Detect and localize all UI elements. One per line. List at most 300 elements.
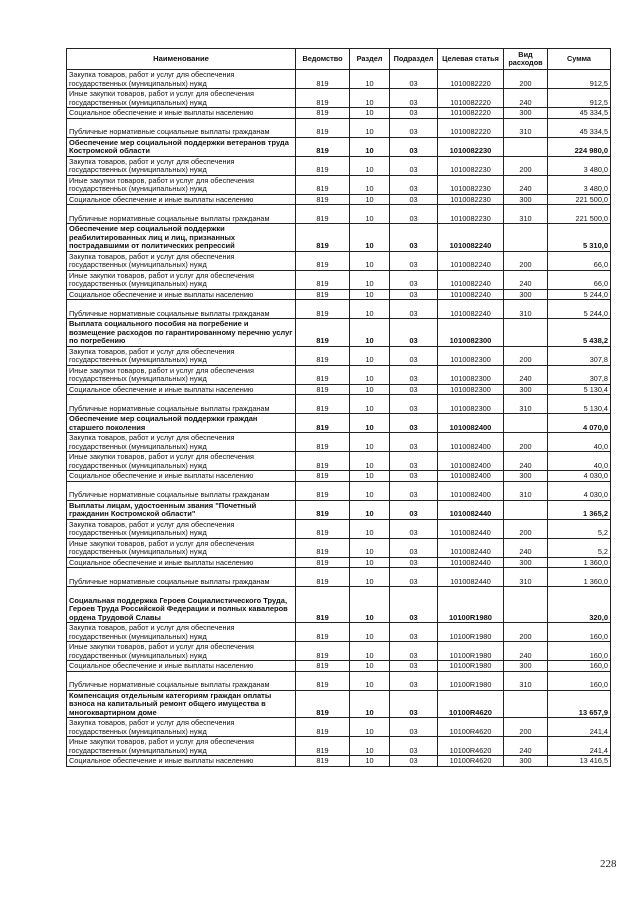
cell-podrazdel: 03: [390, 587, 438, 623]
cell-vedomstvo: 819: [296, 346, 350, 365]
cell-name: Публичные нормативные социальные выплаты гражданам: [67, 205, 296, 224]
page-number: 228: [600, 858, 617, 870]
cell-vedomstvo: 819: [296, 205, 350, 224]
cell-celevaya-statya: 10100R4620: [438, 737, 504, 756]
cell-name: Публичные нормативные социальные выплаты гражданам: [67, 671, 296, 690]
cell-vid-rashodov: 240: [504, 89, 548, 108]
cell-razdel: 10: [350, 365, 390, 384]
table-row: [67, 251, 611, 270]
cell-name: Иные закупки товаров, работ и услуг для обеспечения государственных (муниципальных) нужд: [67, 175, 296, 194]
cell-celevaya-statya: 10100R1980: [438, 587, 504, 623]
cell-razdel: 10: [350, 346, 390, 365]
cell-summa: 160,0: [548, 661, 611, 672]
cell-summa: 912,5: [548, 89, 611, 108]
cell-podrazdel: 03: [390, 500, 438, 519]
table-row: [67, 690, 611, 717]
cell-podrazdel: 03: [390, 481, 438, 500]
cell-razdel: 10: [350, 156, 390, 175]
cell-celevaya-statya: 1010082220: [438, 89, 504, 108]
cell-podrazdel: 03: [390, 568, 438, 587]
table-row: [67, 500, 611, 519]
cell-razdel: 10: [350, 471, 390, 482]
cell-celevaya-statya: 10100R4620: [438, 718, 504, 737]
cell-name: Закупка товаров, работ и услуг для обеспечения государственных (муниципальных) нужд: [67, 519, 296, 538]
cell-podrazdel: 03: [390, 346, 438, 365]
table-row: [67, 538, 611, 557]
cell-vedomstvo: 819: [296, 156, 350, 175]
cell-vid-rashodov: 240: [504, 452, 548, 471]
cell-razdel: 10: [350, 433, 390, 452]
cell-summa: 3 480,0: [548, 156, 611, 175]
cell-vedomstvo: 819: [296, 661, 350, 672]
cell-name: Обеспечение мер социальной поддержки ветеранов труда Костромской области: [67, 137, 296, 156]
cell-celevaya-statya: 10100R1980: [438, 661, 504, 672]
cell-summa: 241,4: [548, 737, 611, 756]
cell-vid-rashodov: 300: [504, 384, 548, 395]
cell-celevaya-statya: 1010082230: [438, 156, 504, 175]
table-row: [67, 118, 611, 137]
cell-vid-rashodov: 200: [504, 718, 548, 737]
cell-podrazdel: 03: [390, 737, 438, 756]
cell-vid-rashodov: 240: [504, 538, 548, 557]
cell-vedomstvo: 819: [296, 568, 350, 587]
cell-name: Иные закупки товаров, работ и услуг для обеспечения государственных (муниципальных) нужд: [67, 365, 296, 384]
cell-celevaya-statya: 1010082440: [438, 500, 504, 519]
cell-vedomstvo: 819: [296, 300, 350, 319]
cell-celevaya-statya: 1010082230: [438, 205, 504, 224]
cell-name: Закупка товаров, работ и услуг для обеспечения государственных (муниципальных) нужд: [67, 251, 296, 270]
cell-name: Иные закупки товаров, работ и услуг для обеспечения государственных (муниципальных) нужд: [67, 270, 296, 289]
cell-razdel: 10: [350, 519, 390, 538]
table-row: [67, 557, 611, 568]
cell-vedomstvo: 819: [296, 118, 350, 137]
cell-podrazdel: 03: [390, 289, 438, 300]
table-row: [67, 452, 611, 471]
cell-razdel: 10: [350, 452, 390, 471]
cell-summa: 5 130,4: [548, 384, 611, 395]
header-vid-rashodov: Вид расходов: [504, 49, 548, 70]
table-row: [67, 346, 611, 365]
cell-podrazdel: 03: [390, 384, 438, 395]
cell-podrazdel: 03: [390, 137, 438, 156]
cell-summa: 160,0: [548, 623, 611, 642]
cell-name: Закупка товаров, работ и услуг для обеспечения государственных (муниципальных) нужд: [67, 346, 296, 365]
cell-vedomstvo: 819: [296, 108, 350, 119]
cell-vid-rashodov: 200: [504, 70, 548, 89]
cell-celevaya-statya: 1010082230: [438, 137, 504, 156]
cell-name: Закупка товаров, работ и услуг для обеспечения государственных (муниципальных) нужд: [67, 718, 296, 737]
cell-name: Обеспечение мер социальной поддержки граждан старшего поколения: [67, 414, 296, 433]
table-row: [67, 568, 611, 587]
cell-name: Социальное обеспечение и иные выплаты населению: [67, 108, 296, 119]
cell-celevaya-statya: 1010082440: [438, 568, 504, 587]
cell-podrazdel: 03: [390, 433, 438, 452]
cell-razdel: 10: [350, 557, 390, 568]
cell-celevaya-statya: 10100R1980: [438, 642, 504, 661]
cell-podrazdel: 03: [390, 156, 438, 175]
cell-name: Социальное обеспечение и иные выплаты населению: [67, 661, 296, 672]
cell-summa: 1 360,0: [548, 557, 611, 568]
cell-vid-rashodov: 310: [504, 568, 548, 587]
table-row: [67, 108, 611, 119]
cell-vid-rashodov: 310: [504, 118, 548, 137]
cell-podrazdel: 03: [390, 224, 438, 251]
table-row: [67, 756, 611, 767]
cell-vid-rashodov: 310: [504, 300, 548, 319]
cell-summa: 13 657,9: [548, 690, 611, 717]
cell-celevaya-statya: 1010082400: [438, 481, 504, 500]
cell-podrazdel: 03: [390, 519, 438, 538]
table-row: [67, 319, 611, 346]
cell-name: Закупка товаров, работ и услуг для обеспечения государственных (муниципальных) нужд: [67, 623, 296, 642]
cell-summa: 160,0: [548, 642, 611, 661]
cell-podrazdel: 03: [390, 718, 438, 737]
header-podrazdel: Подраздел: [390, 49, 438, 70]
cell-summa: 66,0: [548, 270, 611, 289]
cell-summa: 912,5: [548, 70, 611, 89]
cell-vedomstvo: 819: [296, 452, 350, 471]
cell-razdel: 10: [350, 500, 390, 519]
cell-celevaya-statya: 1010082300: [438, 365, 504, 384]
cell-vid-rashodov: 300: [504, 557, 548, 568]
cell-vedomstvo: 819: [296, 500, 350, 519]
cell-razdel: 10: [350, 661, 390, 672]
cell-razdel: 10: [350, 70, 390, 89]
table-row: [67, 194, 611, 205]
cell-razdel: 10: [350, 642, 390, 661]
cell-razdel: 10: [350, 395, 390, 414]
cell-celevaya-statya: 1010082220: [438, 70, 504, 89]
budget-table-sheet: [66, 48, 610, 767]
cell-celevaya-statya: 1010082230: [438, 194, 504, 205]
cell-name: Публичные нормативные социальные выплаты гражданам: [67, 481, 296, 500]
cell-name: Публичные нормативные социальные выплаты гражданам: [67, 118, 296, 137]
cell-podrazdel: 03: [390, 642, 438, 661]
cell-podrazdel: 03: [390, 661, 438, 672]
cell-summa: 4 030,0: [548, 471, 611, 482]
cell-podrazdel: 03: [390, 452, 438, 471]
cell-podrazdel: 03: [390, 205, 438, 224]
cell-name: Социальное обеспечение и иные выплаты населению: [67, 194, 296, 205]
cell-podrazdel: 03: [390, 108, 438, 119]
cell-vedomstvo: 819: [296, 175, 350, 194]
table-row: [67, 137, 611, 156]
cell-razdel: 10: [350, 414, 390, 433]
cell-vedomstvo: 819: [296, 137, 350, 156]
cell-celevaya-statya: 1010082440: [438, 519, 504, 538]
cell-name: Социальное обеспечение и иные выплаты населению: [67, 557, 296, 568]
cell-vedomstvo: 819: [296, 384, 350, 395]
cell-razdel: 10: [350, 300, 390, 319]
cell-summa: 5 310,0: [548, 224, 611, 251]
cell-vid-rashodov: 240: [504, 175, 548, 194]
cell-celevaya-statya: 1010082400: [438, 471, 504, 482]
cell-vedomstvo: 819: [296, 623, 350, 642]
cell-summa: 5 438,2: [548, 319, 611, 346]
cell-vid-rashodov: [504, 690, 548, 717]
cell-vid-rashodov: 300: [504, 194, 548, 205]
cell-celevaya-statya: 10100R4620: [438, 756, 504, 767]
cell-vid-rashodov: [504, 414, 548, 433]
cell-name: Выплаты лицам, удостоенным звания "Почетный гражданин Костромской области": [67, 500, 296, 519]
table-row: [67, 661, 611, 672]
cell-podrazdel: 03: [390, 300, 438, 319]
cell-vedomstvo: 819: [296, 319, 350, 346]
cell-celevaya-statya: 1010082440: [438, 557, 504, 568]
cell-podrazdel: 03: [390, 623, 438, 642]
cell-summa: 45 334,5: [548, 108, 611, 119]
cell-vid-rashodov: 310: [504, 205, 548, 224]
cell-vid-rashodov: 310: [504, 671, 548, 690]
cell-celevaya-statya: 1010082440: [438, 538, 504, 557]
table-row: [67, 156, 611, 175]
cell-name: Публичные нормативные социальные выплаты гражданам: [67, 395, 296, 414]
table-row: [67, 270, 611, 289]
cell-vid-rashodov: [504, 319, 548, 346]
cell-vedomstvo: 819: [296, 270, 350, 289]
cell-vid-rashodov: 310: [504, 481, 548, 500]
table-row: [67, 175, 611, 194]
cell-name: Обеспечение мер социальной поддержки реабилитированных лиц и лиц, признанных пострадавшими от политических репрессий: [67, 224, 296, 251]
cell-podrazdel: 03: [390, 270, 438, 289]
cell-podrazdel: 03: [390, 756, 438, 767]
table-row: [67, 737, 611, 756]
cell-razdel: 10: [350, 671, 390, 690]
table-row: [67, 642, 611, 661]
cell-celevaya-statya: 1010082240: [438, 270, 504, 289]
cell-celevaya-statya: 1010082300: [438, 346, 504, 365]
cell-vedomstvo: 819: [296, 557, 350, 568]
cell-vid-rashodov: 200: [504, 156, 548, 175]
cell-podrazdel: 03: [390, 557, 438, 568]
cell-podrazdel: 03: [390, 471, 438, 482]
cell-razdel: 10: [350, 224, 390, 251]
cell-name: Социальное обеспечение и иные выплаты населению: [67, 289, 296, 300]
cell-summa: 241,4: [548, 718, 611, 737]
cell-podrazdel: 03: [390, 194, 438, 205]
cell-name: Иные закупки товаров, работ и услуг для обеспечения государственных (муниципальных) нужд: [67, 538, 296, 557]
cell-razdel: 10: [350, 289, 390, 300]
cell-celevaya-statya: 1010082300: [438, 319, 504, 346]
cell-vedomstvo: 819: [296, 642, 350, 661]
cell-podrazdel: 03: [390, 690, 438, 717]
cell-vedomstvo: 819: [296, 690, 350, 717]
cell-vid-rashodov: 240: [504, 642, 548, 661]
cell-summa: 4 070,0: [548, 414, 611, 433]
table-row: [67, 395, 611, 414]
cell-celevaya-statya: 1010082240: [438, 224, 504, 251]
cell-vedomstvo: 819: [296, 395, 350, 414]
cell-name: Закупка товаров, работ и услуг для обеспечения государственных (муниципальных) нужд: [67, 70, 296, 89]
cell-razdel: 10: [350, 690, 390, 717]
cell-razdel: 10: [350, 737, 390, 756]
table-row: [67, 433, 611, 452]
cell-vid-rashodov: 200: [504, 433, 548, 452]
header-razdel: Раздел: [350, 49, 390, 70]
cell-podrazdel: 03: [390, 365, 438, 384]
cell-vedomstvo: 819: [296, 433, 350, 452]
cell-summa: 5,2: [548, 538, 611, 557]
cell-summa: 13 416,5: [548, 756, 611, 767]
cell-summa: 221 500,0: [548, 194, 611, 205]
cell-name: Социальное обеспечение и иные выплаты населению: [67, 384, 296, 395]
cell-podrazdel: 03: [390, 70, 438, 89]
cell-vedomstvo: 819: [296, 251, 350, 270]
cell-podrazdel: 03: [390, 118, 438, 137]
cell-name: Иные закупки товаров, работ и услуг для обеспечения государственных (муниципальных) нужд: [67, 452, 296, 471]
cell-summa: 1 360,0: [548, 568, 611, 587]
cell-vedomstvo: 819: [296, 519, 350, 538]
table-row: [67, 623, 611, 642]
table-row: [67, 587, 611, 623]
cell-summa: 5 244,0: [548, 289, 611, 300]
table-row: [67, 205, 611, 224]
cell-celevaya-statya: 1010082400: [438, 414, 504, 433]
cell-summa: 4 030,0: [548, 481, 611, 500]
cell-name: Публичные нормативные социальные выплаты гражданам: [67, 300, 296, 319]
cell-vid-rashodov: 200: [504, 346, 548, 365]
cell-vedomstvo: 819: [296, 671, 350, 690]
table-body: [67, 70, 611, 767]
cell-vid-rashodov: 300: [504, 756, 548, 767]
cell-name: Социальная поддержка Героев Социалистического Труда, Героев Труда Российской Федерации и полных кавалеров ордена Трудовой Славы: [67, 587, 296, 623]
table-row: [67, 300, 611, 319]
cell-celevaya-statya: 1010082400: [438, 433, 504, 452]
cell-vedomstvo: 819: [296, 224, 350, 251]
table-row: [67, 519, 611, 538]
cell-name: Закупка товаров, работ и услуг для обеспечения государственных (муниципальных) нужд: [67, 433, 296, 452]
cell-vid-rashodov: [504, 224, 548, 251]
cell-vid-rashodov: 300: [504, 289, 548, 300]
cell-vedomstvo: 819: [296, 365, 350, 384]
header-vedomstvo: Ведомство: [296, 49, 350, 70]
cell-vid-rashodov: 240: [504, 365, 548, 384]
cell-vid-rashodov: 300: [504, 471, 548, 482]
cell-razdel: 10: [350, 319, 390, 346]
table-row: [67, 671, 611, 690]
cell-name: Публичные нормативные социальные выплаты гражданам: [67, 568, 296, 587]
cell-razdel: 10: [350, 194, 390, 205]
cell-name: Иные закупки товаров, работ и услуг для обеспечения государственных (муниципальных) нужд: [67, 642, 296, 661]
cell-name: Выплата социального пособия на погребение и возмещение расходов по гарантированному перечню услуг по погребению: [67, 319, 296, 346]
cell-vedomstvo: 819: [296, 89, 350, 108]
cell-summa: 40,0: [548, 433, 611, 452]
cell-summa: 5,2: [548, 519, 611, 538]
cell-vid-rashodov: 240: [504, 270, 548, 289]
cell-summa: 320,0: [548, 587, 611, 623]
cell-name: Социальное обеспечение и иные выплаты населению: [67, 756, 296, 767]
table-row: [67, 224, 611, 251]
cell-celevaya-statya: 1010082400: [438, 452, 504, 471]
cell-summa: 40,0: [548, 452, 611, 471]
cell-vedomstvo: 819: [296, 718, 350, 737]
cell-vedomstvo: 819: [296, 194, 350, 205]
cell-summa: 307,8: [548, 346, 611, 365]
cell-vedomstvo: 819: [296, 414, 350, 433]
cell-razdel: 10: [350, 587, 390, 623]
cell-podrazdel: 03: [390, 89, 438, 108]
cell-vid-rashodov: 200: [504, 623, 548, 642]
table-row: [67, 384, 611, 395]
table-row: [67, 70, 611, 89]
table-row: [67, 718, 611, 737]
cell-summa: 3 480,0: [548, 175, 611, 194]
cell-vedomstvo: 819: [296, 538, 350, 557]
cell-razdel: 10: [350, 251, 390, 270]
cell-vid-rashodov: [504, 137, 548, 156]
cell-razdel: 10: [350, 538, 390, 557]
cell-celevaya-statya: 1010082240: [438, 289, 504, 300]
cell-vid-rashodov: 300: [504, 108, 548, 119]
cell-razdel: 10: [350, 568, 390, 587]
cell-razdel: 10: [350, 756, 390, 767]
cell-summa: 5 130,4: [548, 395, 611, 414]
cell-podrazdel: 03: [390, 175, 438, 194]
table-row: [67, 481, 611, 500]
cell-razdel: 10: [350, 623, 390, 642]
cell-razdel: 10: [350, 89, 390, 108]
cell-vid-rashodov: 310: [504, 395, 548, 414]
table-row: [67, 414, 611, 433]
cell-name: Иные закупки товаров, работ и услуг для обеспечения государственных (муниципальных) нужд: [67, 737, 296, 756]
cell-podrazdel: 03: [390, 251, 438, 270]
cell-vedomstvo: 819: [296, 471, 350, 482]
table-row: [67, 89, 611, 108]
cell-podrazdel: 03: [390, 414, 438, 433]
cell-podrazdel: 03: [390, 671, 438, 690]
cell-vedomstvo: 819: [296, 587, 350, 623]
cell-celevaya-statya: 1010082220: [438, 108, 504, 119]
cell-celevaya-statya: 10100R1980: [438, 671, 504, 690]
cell-vid-rashodov: [504, 587, 548, 623]
cell-name: Социальное обеспечение и иные выплаты населению: [67, 471, 296, 482]
cell-summa: 45 334,5: [548, 118, 611, 137]
cell-name: Иные закупки товаров, работ и услуг для обеспечения государственных (муниципальных) нужд: [67, 89, 296, 108]
cell-razdel: 10: [350, 270, 390, 289]
cell-razdel: 10: [350, 205, 390, 224]
cell-name: Закупка товаров, работ и услуг для обеспечения государственных (муниципальных) нужд: [67, 156, 296, 175]
cell-vid-rashodov: 300: [504, 661, 548, 672]
table-row: [67, 365, 611, 384]
cell-podrazdel: 03: [390, 319, 438, 346]
cell-podrazdel: 03: [390, 395, 438, 414]
table-row: [67, 471, 611, 482]
cell-vid-rashodov: 200: [504, 251, 548, 270]
cell-celevaya-statya: 1010082230: [438, 175, 504, 194]
cell-razdel: 10: [350, 718, 390, 737]
cell-celevaya-statya: 1010082300: [438, 395, 504, 414]
cell-razdel: 10: [350, 108, 390, 119]
cell-celevaya-statya: 10100R4620: [438, 690, 504, 717]
cell-razdel: 10: [350, 118, 390, 137]
cell-razdel: 10: [350, 481, 390, 500]
budget-table: [66, 48, 611, 767]
cell-razdel: 10: [350, 175, 390, 194]
table-row: [67, 289, 611, 300]
header-name: Наименование: [67, 49, 296, 70]
cell-vedomstvo: 819: [296, 756, 350, 767]
cell-summa: 224 980,0: [548, 137, 611, 156]
cell-celevaya-statya: 1010082240: [438, 251, 504, 270]
cell-celevaya-statya: 1010082220: [438, 118, 504, 137]
header-celevaya-statya: Целевая статья: [438, 49, 504, 70]
cell-summa: 1 365,2: [548, 500, 611, 519]
cell-vedomstvo: 819: [296, 737, 350, 756]
cell-name: Компенсация отдельным категориям граждан оплаты взноса на капитальный ремонт общего имущества в многоквартирном доме: [67, 690, 296, 717]
table-header-row: [67, 49, 611, 70]
cell-summa: 160,0: [548, 671, 611, 690]
cell-summa: 221 500,0: [548, 205, 611, 224]
